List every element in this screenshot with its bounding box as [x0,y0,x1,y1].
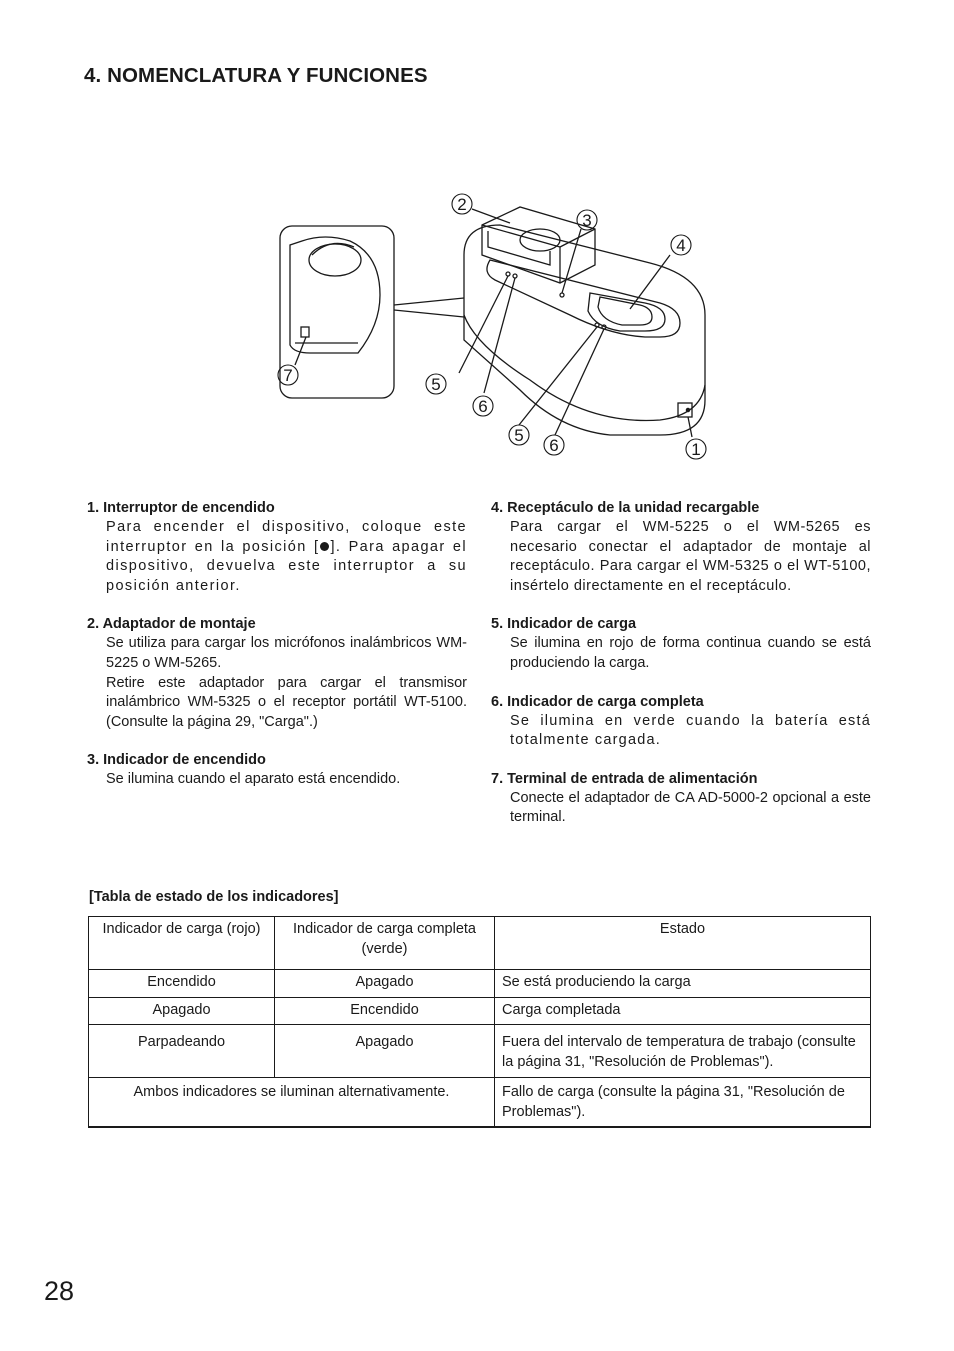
svg-text:2: 2 [457,195,467,214]
column-header: Indicador de carga (rojo) [89,917,275,970]
callout-1 [686,439,706,459]
callout-5b [509,425,529,445]
svg-text:5: 5 [431,375,441,394]
item-charge-indicator: 5. Indicador de carga Se ilumina en rojo de forma continua cuando se está produciendo la carga. [491,616,871,671]
column-header: Estado [495,917,871,970]
right-column [491,498,871,846]
item-power-switch: 1. Interruptor de encendido Para encender el dispositivo, coloque este interruptor en la posición [ ]. Para apagar el dispositivo, devuelva este interruptor a su posición anterior. [87,500,467,594]
item-mounting-adapter: 2. Adaptador de montaje Se utiliza para cargar los micrófonos inalámbricos WM-5225 o WM-5265. Retire este adaptador para cargar el transmisor inalámbrico WM-5325 o el receptor portátil WT-5100. (Consulte la página 29, "Carga".) [87,616,467,730]
callout-5a [426,374,446,394]
table-row: Parpadeando Apagado Fuera del intervalo de temperatura de trabajo (consulte la página 31, "Resolución de Problemas"). [89,1025,871,1078]
svg-text:3: 3 [582,211,592,230]
svg-text:6: 6 [549,436,559,455]
section-title: 4. NOMENCLATURA Y FUNCIONES [84,64,428,87]
callout-6a [473,396,493,416]
callout-6b [544,435,564,455]
table-row: Apagado Encendido Carga completada [89,997,871,1025]
item-power-input: 7. Terminal de entrada de alimentación Conecte el adaptador de CA AD-5000-2 opcional a este terminal. [491,770,871,826]
svg-text:7: 7 [283,366,293,385]
page-number: 28 [44,1276,75,1306]
column-header: Indicador de carga completa (verde) [275,917,495,970]
callout-7 [278,365,298,385]
svg-text:5: 5 [514,426,524,445]
callout-2 [452,194,472,214]
charger-illustration [250,185,720,475]
table-title: [Tabla de estado de los indicadores] [89,889,339,905]
item-receptacle: 4. Receptáculo de la unidad recargable Para cargar el WM-5225 o el WM-5265 es necesario conectar el adaptador de montaje al receptáculo. Para cargar el WM-5325 o el WT-5100, insértelo directamente en el receptáculo. [491,500,871,594]
item-full-charge-indicator: 6. Indicador de carga completa Se ilumina en verde cuando la batería está totalmente cargada. [491,693,871,749]
svg-text:1: 1 [691,440,701,459]
svg-text:4: 4 [676,236,686,255]
inset-device [290,237,380,353]
table-row: Encendido Apagado Se está produciendo la carga [89,970,871,998]
svg-text:6: 6 [478,397,488,416]
table-header-row [89,917,871,970]
dot-symbol-icon [320,542,329,551]
callout-3 [577,210,597,230]
table-row: Ambos indicadores se iluminan alternativamente. Fallo de carga (consulte la página 31, "Resolución de Problemas"). [89,1078,871,1128]
left-column [87,498,467,808]
item-power-indicator: 3. Indicador de encendido Se ilumina cuando el aparato está encendido. [87,752,401,788]
callout-4 [671,235,691,255]
indicator-status-table [88,916,871,1128]
